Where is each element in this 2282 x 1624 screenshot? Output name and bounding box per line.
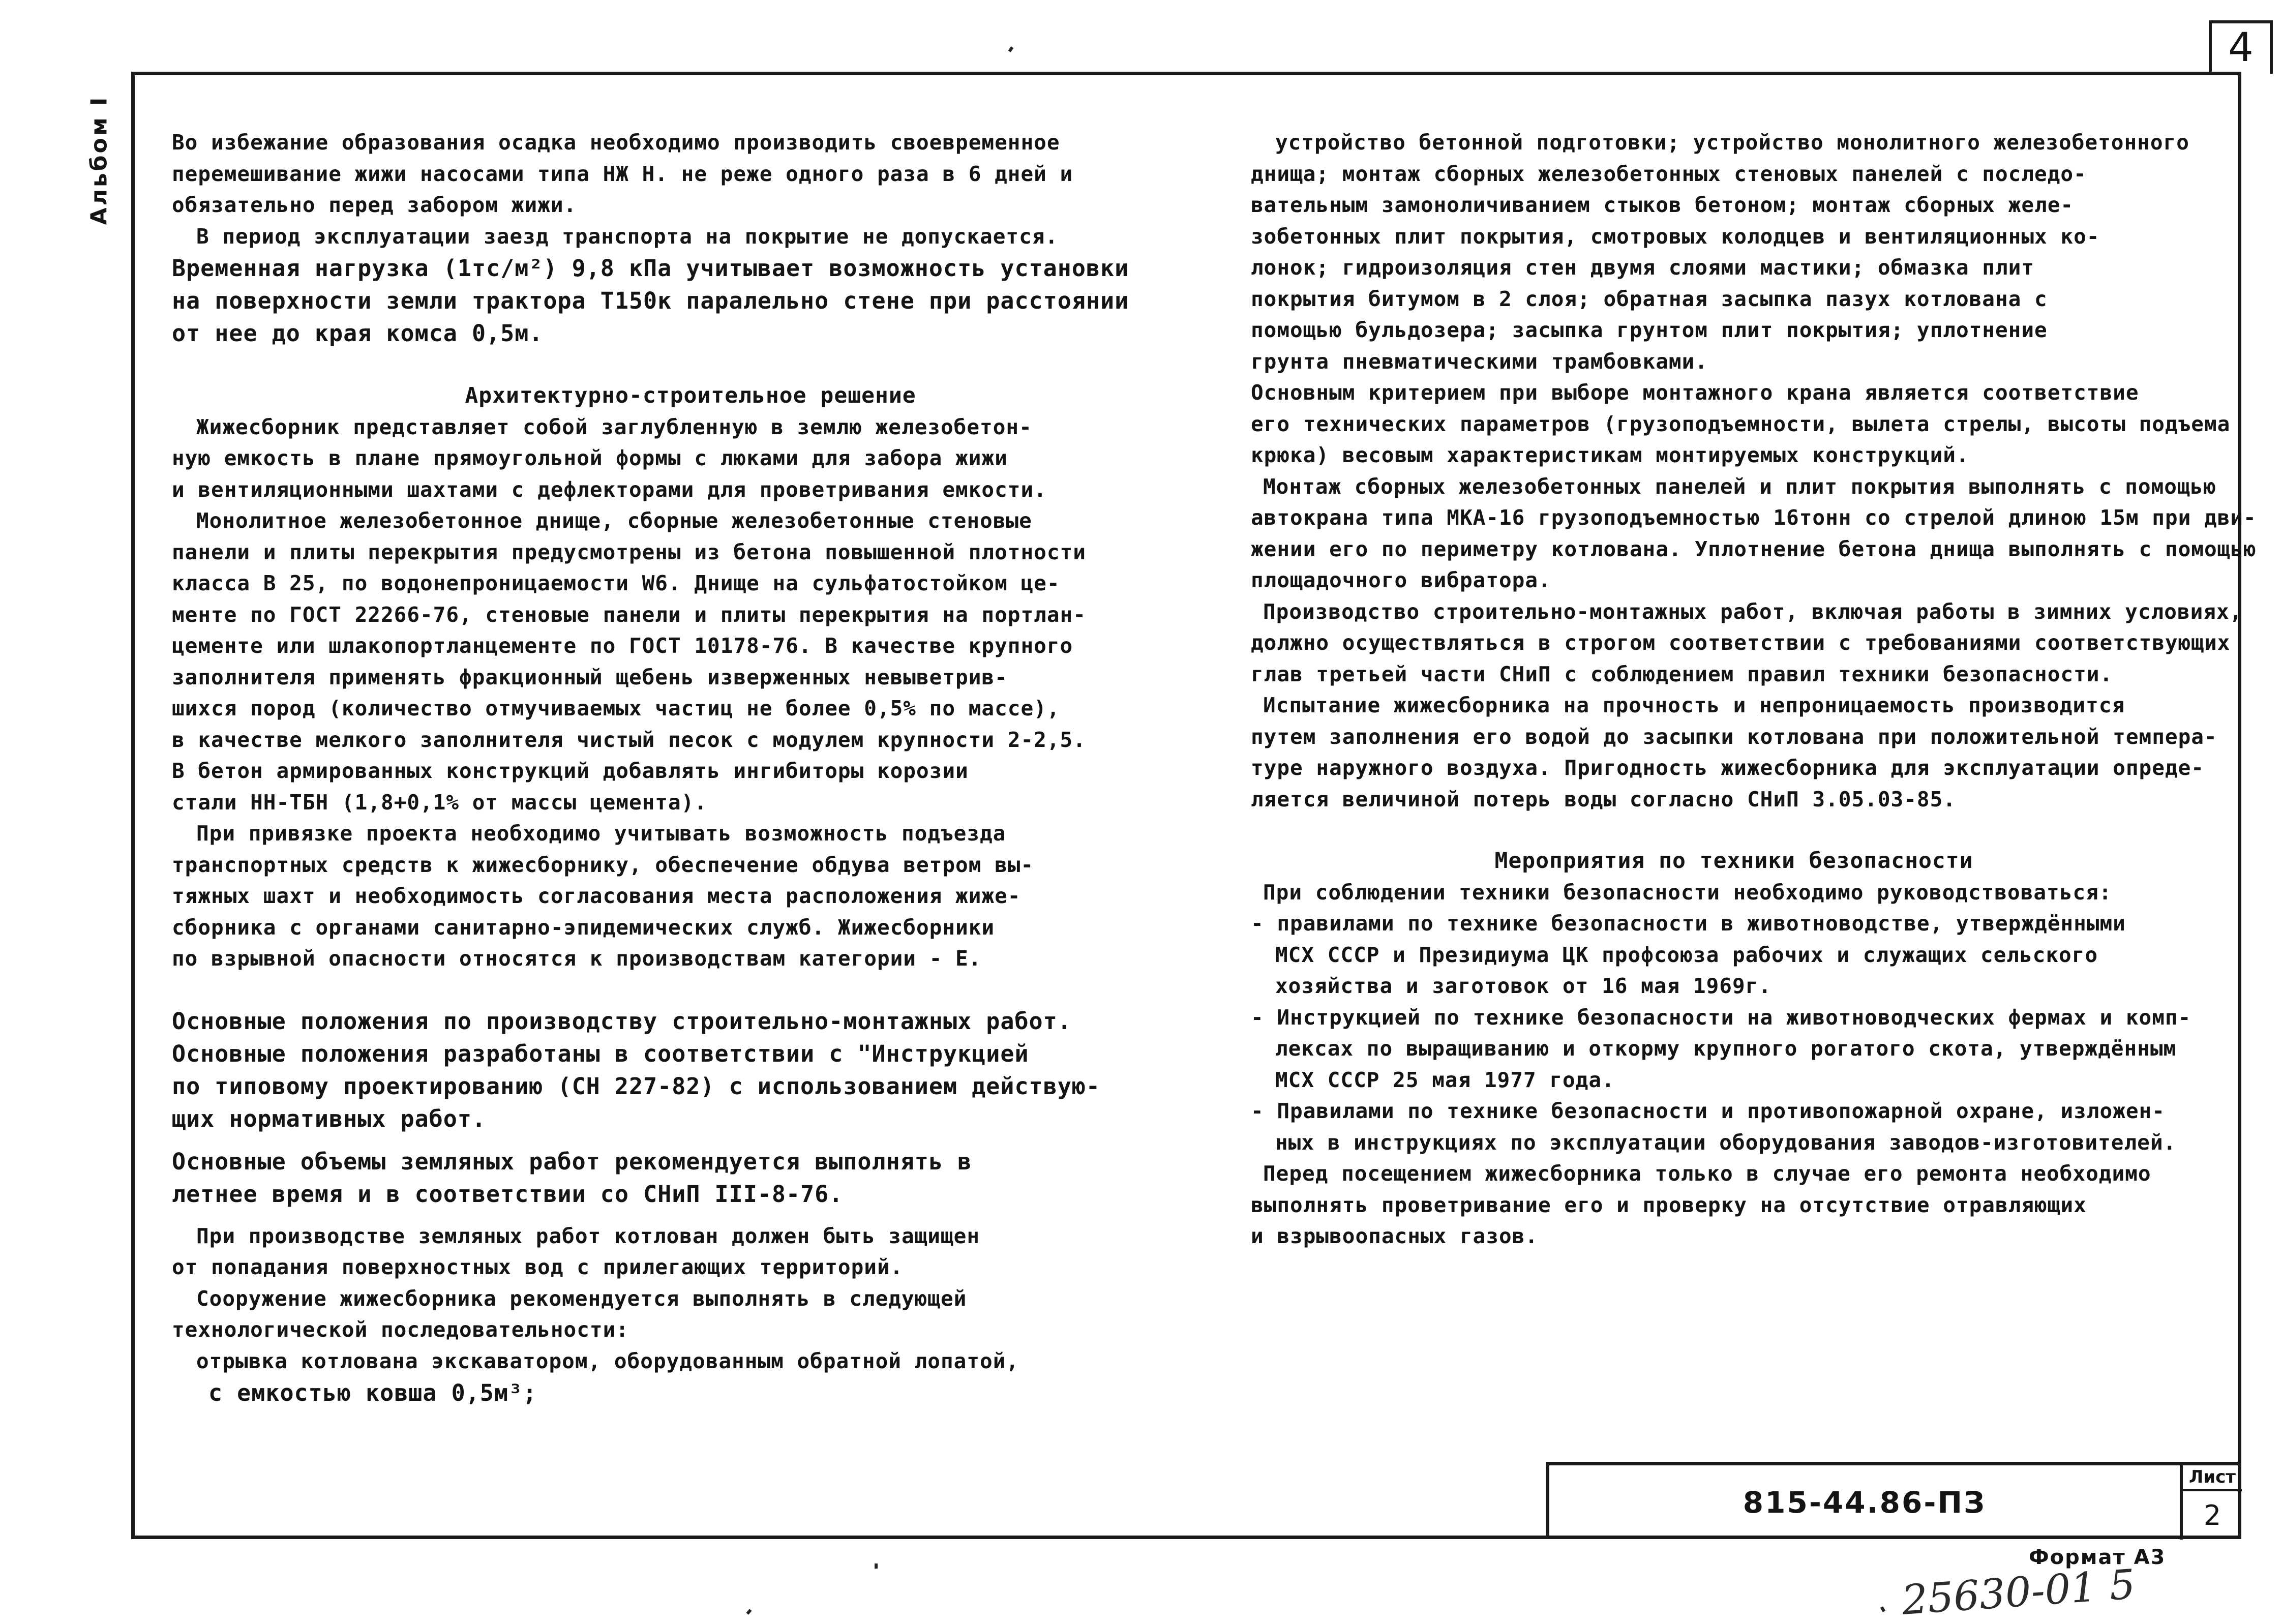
text-line: ляется величиной потерь воды согласно СНиП 3.05.03-85. bbox=[1251, 787, 1956, 811]
text-line: помощью бульдозера; засыпка грунтом плит покрытия; уплотнение bbox=[1251, 318, 2048, 342]
text-line: от попадания поверхностных вод с прилегающих территорий. bbox=[172, 1255, 904, 1279]
text-line: устройство бетонной подготовки; устройство монолитного железобетонного bbox=[1275, 130, 2189, 155]
text-line: заполнителя применять фракционный щебень изверженных невыветрив- bbox=[172, 665, 1008, 689]
text-line: днища; монтаж сборных железобетонных стеновых панелей с последо- bbox=[1251, 161, 2087, 186]
list-item: - правилами по технике безопасности в животноводстве, утверждёнными bbox=[1251, 911, 2126, 936]
text-line: При соблюдении техники безопасности необходимо руководствоваться: bbox=[1263, 880, 2112, 905]
text-line: класса В 25, по водонепроницаемости W6. Днище на сульфатостойком це- bbox=[172, 571, 1060, 595]
scan-speck bbox=[1008, 46, 1014, 52]
text-line: Основным критерием при выборе монтажного крана является соответствие bbox=[1251, 380, 2139, 405]
text-line: его технических параметров (грузоподъемности, вылета стрелы, высоты подъема bbox=[1251, 411, 2231, 436]
text-line: лонок; гидроизоляция стен двумя слоями мастики; обмазка плит bbox=[1251, 255, 2035, 280]
text-line: Перед посещением жижесборника только в случае его ремонта необходимо bbox=[1263, 1161, 2151, 1186]
album-label-text: Альбом I bbox=[86, 95, 112, 225]
text-line: Жижесборник представляет собой заглубленную в землю железобетон- bbox=[196, 414, 1032, 439]
text-line: Основные положения разработаны в соответствии с "Инструкцией bbox=[172, 1040, 1029, 1067]
text-line: Производство строительно-монтажных работ, включая работы в зимних условиях, bbox=[1263, 599, 2243, 624]
section-heading: Мероприятия по техники безопасности bbox=[1494, 848, 1973, 874]
section-heading: Архитектурно-строительное решение bbox=[465, 383, 916, 408]
text-line: по типовому проектированию (СН 227-82) с использованием действую- bbox=[172, 1072, 1100, 1100]
spacer bbox=[172, 350, 1209, 380]
text-line: Сооружение жижесборника рекомендуется выполнять в следующей bbox=[196, 1286, 967, 1311]
text-line: МСХ СССР и Президиума ЦК профсоюза рабочих и служащих сельского bbox=[1275, 942, 2098, 967]
text-line: крюка) весовым характеристикам монтируемых конструкций. bbox=[1251, 443, 1969, 467]
text-line: Монтаж сборных железобетонных панелей и плит покрытия выполнять с помощью bbox=[1263, 474, 2216, 499]
text-line: обязательно перед забором жижи. bbox=[172, 193, 577, 217]
text-line: технологической последовательности: bbox=[172, 1317, 629, 1342]
text-line: и вентиляционными шахтами с дефлекторами для проветривания емкости. bbox=[172, 477, 1047, 502]
text-line: и взрывоопасных газов. bbox=[1251, 1224, 1539, 1248]
spacer bbox=[1251, 815, 2217, 846]
text-line: глав третьей части СНиП с соблюдением правил техники безопасности. bbox=[1251, 661, 2113, 686]
right-text-column bbox=[1251, 127, 2257, 1252]
spacer bbox=[172, 1135, 1209, 1146]
list-item: - Инструкцией по технике безопасности на животноводческих фермах и комп- bbox=[1251, 1005, 2191, 1030]
text-line: МСХ СССР 25 мая 1977 года. bbox=[1275, 1067, 1615, 1092]
text-line: При производстве земляных работ котлован должен быть защищен bbox=[196, 1223, 980, 1248]
title-block bbox=[1546, 1462, 2241, 1539]
sheet-label: Лист bbox=[2189, 1467, 2236, 1487]
text-line: ных в инструкциях по эксплуатации оборудования заводов-изготовителей. bbox=[1275, 1130, 2177, 1155]
spacer bbox=[172, 975, 1209, 1005]
text-line: грунта пневматическими трамбовками. bbox=[1251, 349, 1708, 374]
text-line: в качестве мелкого заполнителя чистый песок с модулем крупности 2-2,5. bbox=[172, 727, 1086, 752]
text-line: должно осуществляться в строгом соответствии с требованиями соответствующих bbox=[1251, 630, 2231, 655]
text-line: жении его по периметру котлована. Уплотнение бетона днища выполнять с помощью bbox=[1251, 536, 2257, 561]
text-line: Испытание жижесборника на прочность и непроницаемость производится bbox=[1263, 693, 2125, 717]
text-line: вательным замоноличиванием стыков бетоном; монтаж сборных желе- bbox=[1251, 193, 2074, 217]
text-line: путем заполнения его водой до засыпки котлована при положительной темпера- bbox=[1251, 724, 2217, 749]
left-text-column bbox=[172, 127, 1209, 1409]
text-line: летнее время и в соответствии со СНиП III-8-76. bbox=[172, 1180, 844, 1208]
text-line: шихся пород (количество отмучиваемых частиц не более 0,5% по массе), bbox=[172, 696, 1060, 720]
scan-speck bbox=[875, 1563, 878, 1569]
album-label bbox=[76, 92, 122, 229]
text-line: на поверхности земли трактора Т150к паралельно стене при расстоянии bbox=[172, 287, 1129, 314]
text-line: менте по ГОСТ 22266-76, стеновые панели и плиты перекрытия на портлан- bbox=[172, 602, 1086, 627]
scan-speck bbox=[746, 1609, 752, 1615]
text-line: транспортных средств к жижесборнику, обеспечение обдува ветром вы- bbox=[172, 852, 1034, 877]
text-line: Во избежание образования осадка необходимо производить своевременное bbox=[172, 130, 1060, 155]
text-line: В период эксплуатации заезд транспорта на покрытие не допускается. bbox=[196, 224, 1059, 249]
text-line: перемешивание жижи насосами типа НЖ Н. не реже одного раза в 6 дней и bbox=[172, 161, 1073, 186]
text-line: тяжных шахт и необходимость согласования места расположения жиже- bbox=[172, 884, 1021, 908]
text-line: туре наружного воздуха. Пригодность жижесборника для эксплуатации опреде- bbox=[1251, 756, 2204, 780]
text-line: При привязке проекта необходимо учитывать возможность подъезда bbox=[196, 821, 1006, 846]
text-line: покрытия битумом в 2 слоя; обратная засыпка пазух котлована с bbox=[1251, 286, 2048, 311]
text-line: сборника с органами санитарно-эпидемических служб. Жижесборники bbox=[172, 915, 995, 940]
sheet-corner-number: 4 bbox=[2209, 20, 2273, 74]
text-line: выполнять проветривание его и проверку на отсутствие отравляющих bbox=[1251, 1192, 2087, 1217]
text-line: ную емкость в плане прямоугольной формы с люками для забора жижи bbox=[172, 446, 1008, 470]
text-line: Монолитное железобетонное днище, сборные железобетонные стеновые bbox=[196, 508, 1032, 533]
document-code: 815-44.86-ПЗ bbox=[1743, 1485, 1987, 1520]
text-line: цементе или шлакопортланцементе по ГОСТ 10178-76. В качестве крупного bbox=[172, 634, 1073, 658]
spacer bbox=[172, 1211, 1209, 1221]
scan-speck bbox=[1880, 1606, 1885, 1612]
sheet-number: 2 bbox=[2203, 1499, 2221, 1531]
text-line: автокрана типа МКА-16 грузоподъемностью 16тонн со стрелой длиною 15м при дви- bbox=[1251, 505, 2257, 530]
text-line: стали НН-ТБН (1,8+0,1% от массы цемента). bbox=[172, 790, 708, 815]
text-line: хозяйства и заготовок от 16 мая 1969г. bbox=[1275, 974, 1771, 998]
text-line: щих нормативных работ. bbox=[172, 1105, 487, 1132]
text-line: отрывка котлована экскаватором, оборудованным обратной лопатой, bbox=[196, 1348, 1019, 1373]
list-item: - Правилами по технике безопасности и противопожарной охране, изложен- bbox=[1251, 1099, 2165, 1123]
section-heading: Основные положения по производству строительно-монтажных работ. bbox=[172, 1007, 1072, 1035]
text-line: по взрывной опасности относятся к производствам категории - Е. bbox=[172, 946, 982, 971]
text-line: лексах по выращиванию и откорму крупного рогатого скота, утверждённым bbox=[1275, 1036, 2177, 1061]
text-line: Временная нагрузка (1тс/м²) 9,8 кПа учитывает возможность установки bbox=[172, 255, 1129, 282]
text-line: площадочного вибратора. bbox=[1251, 568, 1551, 592]
text-line: зобетонных плит покрытия, смотровых колодцев и вентиляционных ко- bbox=[1251, 224, 2100, 249]
text-line: с емкостью ковша 0,5м³; bbox=[208, 1379, 537, 1406]
text-line: от нее до края комса 0,5м. bbox=[172, 320, 544, 347]
text-line: Основные объемы земляных работ рекомендуется выполнять в bbox=[172, 1148, 972, 1175]
inventory-number: 25630-01 5 bbox=[1900, 1560, 2137, 1624]
text-line: панели и плиты перекрытия предусмотрены из бетона повышенной плотности bbox=[172, 539, 1086, 564]
text-line: В бетон армированных конструкций добавлять ингибиторы корозии bbox=[172, 759, 969, 783]
format-label: Формат А3 bbox=[2029, 1546, 2166, 1569]
